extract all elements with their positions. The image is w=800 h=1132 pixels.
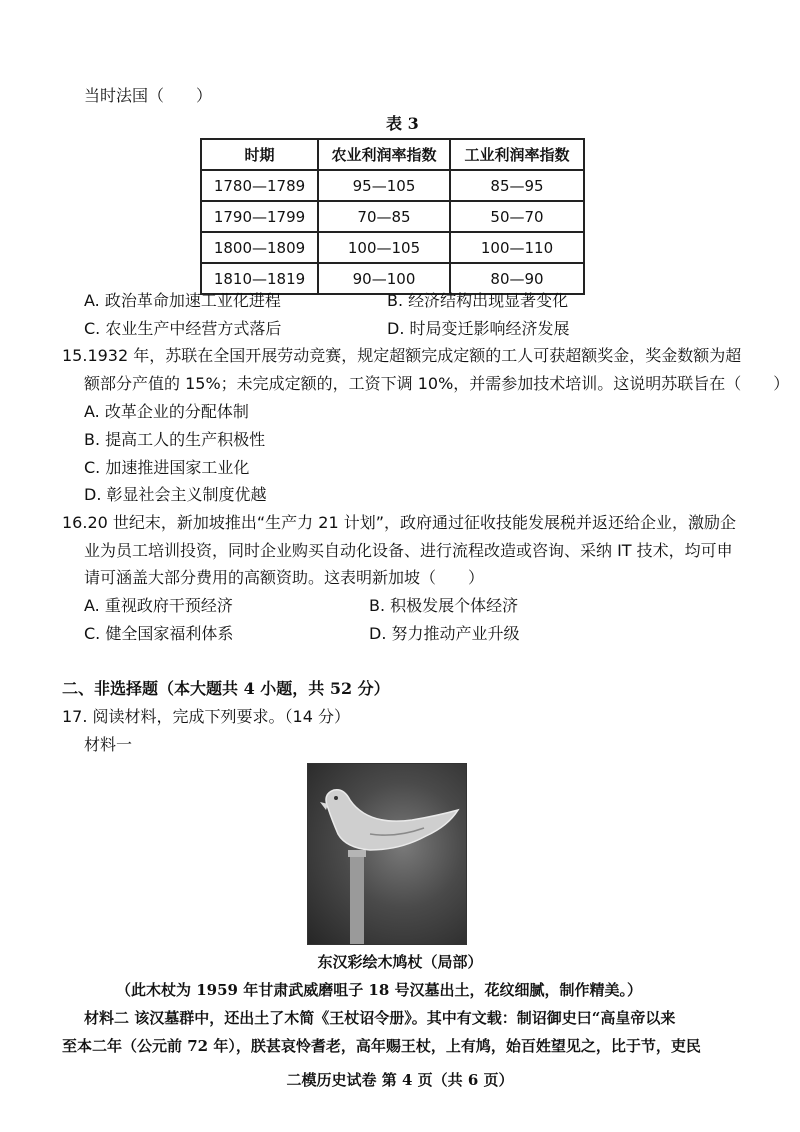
q16-option-c: C. 健全国家福利体系 (84, 624, 234, 643)
table-row (201, 263, 584, 294)
table-cell: 90—100 (318, 263, 450, 294)
dove-staff-drawing (308, 764, 466, 944)
q16-option-b: B. 积极发展个体经济 (369, 596, 519, 615)
q14-stem-tail: 当时法国（ ） (84, 86, 213, 105)
q14-option-b: B. 经济结构出现显著变化 (387, 291, 569, 310)
profit-index-table (200, 138, 585, 295)
section-heading: 二、非选择题（本大题共 4 小题，共 52 分） (62, 679, 390, 698)
table-row (201, 201, 584, 232)
table-header-agri: 农业利润率指数 (318, 139, 450, 170)
q15-stem-line1: 15.1932 年，苏联在全国开展劳动竞赛，规定超额完成定额的工人可获超额奖金，奖金数额为超 (62, 346, 742, 365)
table-cell: 1800—1809 (201, 232, 318, 263)
q15-option-b: B. 提高工人的生产积极性 (84, 430, 266, 449)
table-cell: 1810—1819 (201, 263, 318, 294)
q16-option-d: D. 努力推动产业升级 (369, 624, 520, 643)
table-cell: 50—70 (450, 201, 584, 232)
table-row (201, 232, 584, 263)
table-cell: 80—90 (450, 263, 584, 294)
image-note: （此木杖为 1959 年甘肃武威磨咀子 18 号汉墓出土，花纹细腻，制作精美。） (116, 981, 643, 999)
table-title: 表 3 (386, 114, 419, 133)
dove-staff-photo (307, 763, 467, 945)
q15-option-d: D. 彰显社会主义制度优越 (84, 485, 267, 504)
table-cell: 100—105 (318, 232, 450, 263)
table-header-period: 时期 (201, 139, 318, 170)
q15-option-c: C. 加速推进国家工业化 (84, 458, 250, 477)
table-header-industry: 工业利润率指数 (450, 139, 584, 170)
material2-line2: 至本二年（公元前 72 年），朕甚哀怜耆老，高年赐王杖，上有鸠，始百姓望见之，比于节，吏民 (62, 1037, 701, 1055)
table-header-row (201, 139, 584, 170)
image-caption: 东汉彩绘木鸠杖（局部） (317, 953, 483, 971)
table-cell: 1780—1789 (201, 170, 318, 201)
q14-option-a: A. 政治革命加速工业化进程 (84, 291, 281, 310)
table-cell: 1790—1799 (201, 201, 318, 232)
q16-option-a: A. 重视政府干预经济 (84, 596, 233, 615)
q15-stem-line2: 额部分产值的 15%；未完成定额的，工资下调 10%，并需参加技术培训。这说明苏联旨在（ ） (84, 374, 790, 393)
table-cell: 70—85 (318, 201, 450, 232)
q16-stem-line1: 16.20 世纪末，新加坡推出“生产力 21 计划”，政府通过征收技能发展税并返还给企业，激励企 (62, 513, 737, 532)
q14-option-d: D. 时局变迁影响经济发展 (387, 319, 570, 338)
table-cell: 100—110 (450, 232, 584, 263)
page-footer: 二模历史试卷 第 4 页（共 6 页） (286, 1071, 514, 1089)
material2-line1: 材料二 该汉墓群中，还出土了木简《王杖诏令册》。其中有文载：制诏御史曰“高皇帝以来 (84, 1009, 676, 1027)
table-cell: 85—95 (450, 170, 584, 201)
q16-stem-line2: 业为员工培训投资，同时企业购买自动化设备、进行流程改造或咨询、采纳 IT 技术，均可申 (84, 541, 733, 560)
q15-option-a: A. 改革企业的分配体制 (84, 402, 249, 421)
material1-label: 材料一 (84, 735, 133, 754)
q17-stem: 17. 阅读材料，完成下列要求。（14 分） (62, 707, 350, 726)
table-cell: 95—105 (318, 170, 450, 201)
q14-option-c: C. 农业生产中经营方式落后 (84, 319, 282, 338)
table-row (201, 170, 584, 201)
q16-stem-line3: 请可涵盖大部分费用的高额资助。这表明新加坡（ ） (84, 568, 485, 587)
